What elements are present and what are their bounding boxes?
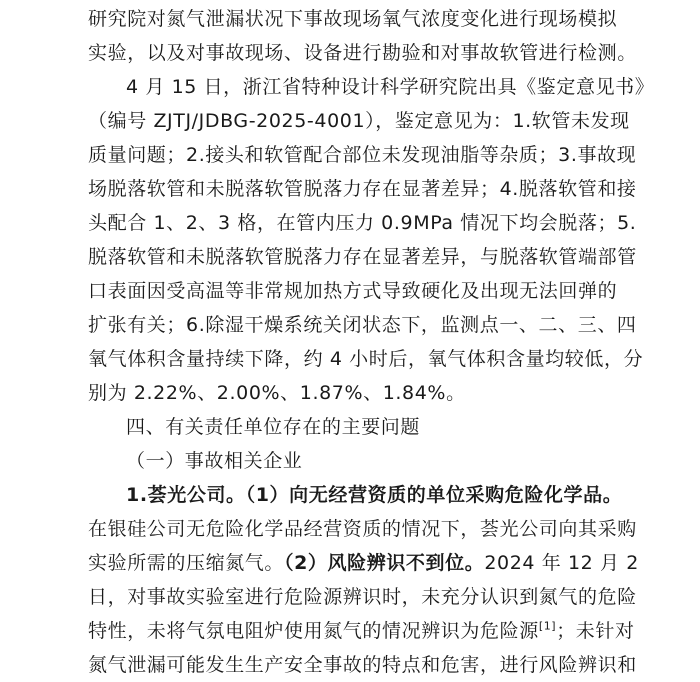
text-line — [88, 138, 700, 172]
text-span: （编号 ZJTJ/JDBG-2025-4001），鉴定意见为：1.软管未发现 — [88, 110, 630, 132]
bold-text: 1.荟光公司。（1）向无经营资质的单位采购危险化学品。 — [126, 484, 623, 506]
heading-text: （一）事故相关企业 — [126, 450, 303, 472]
text-span: 特性，未将气氛电阻炉使用氮气的情况辨识为危险源 — [88, 620, 539, 642]
text-span: 口表面因受高温等非常规加热方式导致硬化及出现无法回弹的 — [88, 280, 618, 302]
text-span: 头配合 1、2、3 格，在管内压力 0.9MPa 情况下均会脱落；5. — [88, 212, 637, 234]
text-line — [88, 308, 700, 342]
heading-text: 四、有关责任单位存在的主要问题 — [126, 416, 421, 438]
text-line — [88, 274, 700, 308]
text-span: 4 月 15 日，浙江省特种设计科学研究院出具《鉴定意见书》 — [126, 76, 655, 98]
text-line — [88, 172, 700, 206]
text-line — [88, 36, 700, 70]
text-span: 氧气体积含量持续下降，约 4 小时后，氧气体积含量均较低，分 — [88, 348, 644, 370]
text-span: 氮气泄漏可能发生生产安全事故的特点和危害，进行风险辨识和 — [88, 654, 637, 676]
text-line — [88, 2, 700, 36]
text-span: 场脱落软管和未脱落软管脱落力存在显著差异；4.脱落软管和接 — [88, 178, 637, 200]
bold-text: （2）风险辨识不到位。 — [284, 552, 485, 574]
text-span: 实验所需的压缩氮气。 — [88, 552, 285, 574]
text-span: 别为 2.22%、2.00%、1.87%、1.84%。 — [88, 382, 466, 404]
text-line — [126, 70, 700, 104]
section-heading — [126, 410, 700, 444]
text-span: 实验，以及对事故现场、设备进行勘验和对事故软管进行检测。 — [88, 42, 637, 64]
text-line — [88, 580, 700, 614]
text-span: 在银硅公司无危险化学品经营资质的情况下，荟光公司向其采购 — [88, 518, 637, 540]
text-span: 2024 年 12 月 2 — [484, 552, 639, 574]
text-span: 质量问题；2.接头和软管配合部位未发现油脂等杂质；3.事故现 — [88, 144, 637, 166]
text-line — [88, 512, 700, 546]
text-span: ；未针对 — [556, 620, 635, 642]
bold-heading-line — [126, 478, 700, 512]
text-span: 研究院对氮气泄漏状况下事故现场氧气浓度变化进行现场模拟 — [88, 8, 618, 30]
text-line — [88, 614, 700, 648]
text-line — [88, 648, 700, 682]
text-line — [88, 240, 700, 274]
footnote-marker[interactable]: [1] — [538, 619, 557, 633]
text-line — [88, 342, 700, 376]
text-line — [88, 206, 700, 240]
text-line — [88, 546, 700, 580]
text-span: 脱落软管和未脱落软管脱落力存在显著差异，与脱落软管端部管 — [88, 246, 637, 268]
text-line — [88, 104, 700, 138]
text-span: 扩张有关；6.除湿干燥系统关闭状态下，监测点一、二、三、四 — [88, 314, 637, 336]
text-line — [88, 376, 700, 410]
subsection-heading — [126, 444, 700, 478]
text-span: 日，对事故实验室进行危险源辨识时，未充分认识到氮气的危险 — [88, 586, 637, 608]
